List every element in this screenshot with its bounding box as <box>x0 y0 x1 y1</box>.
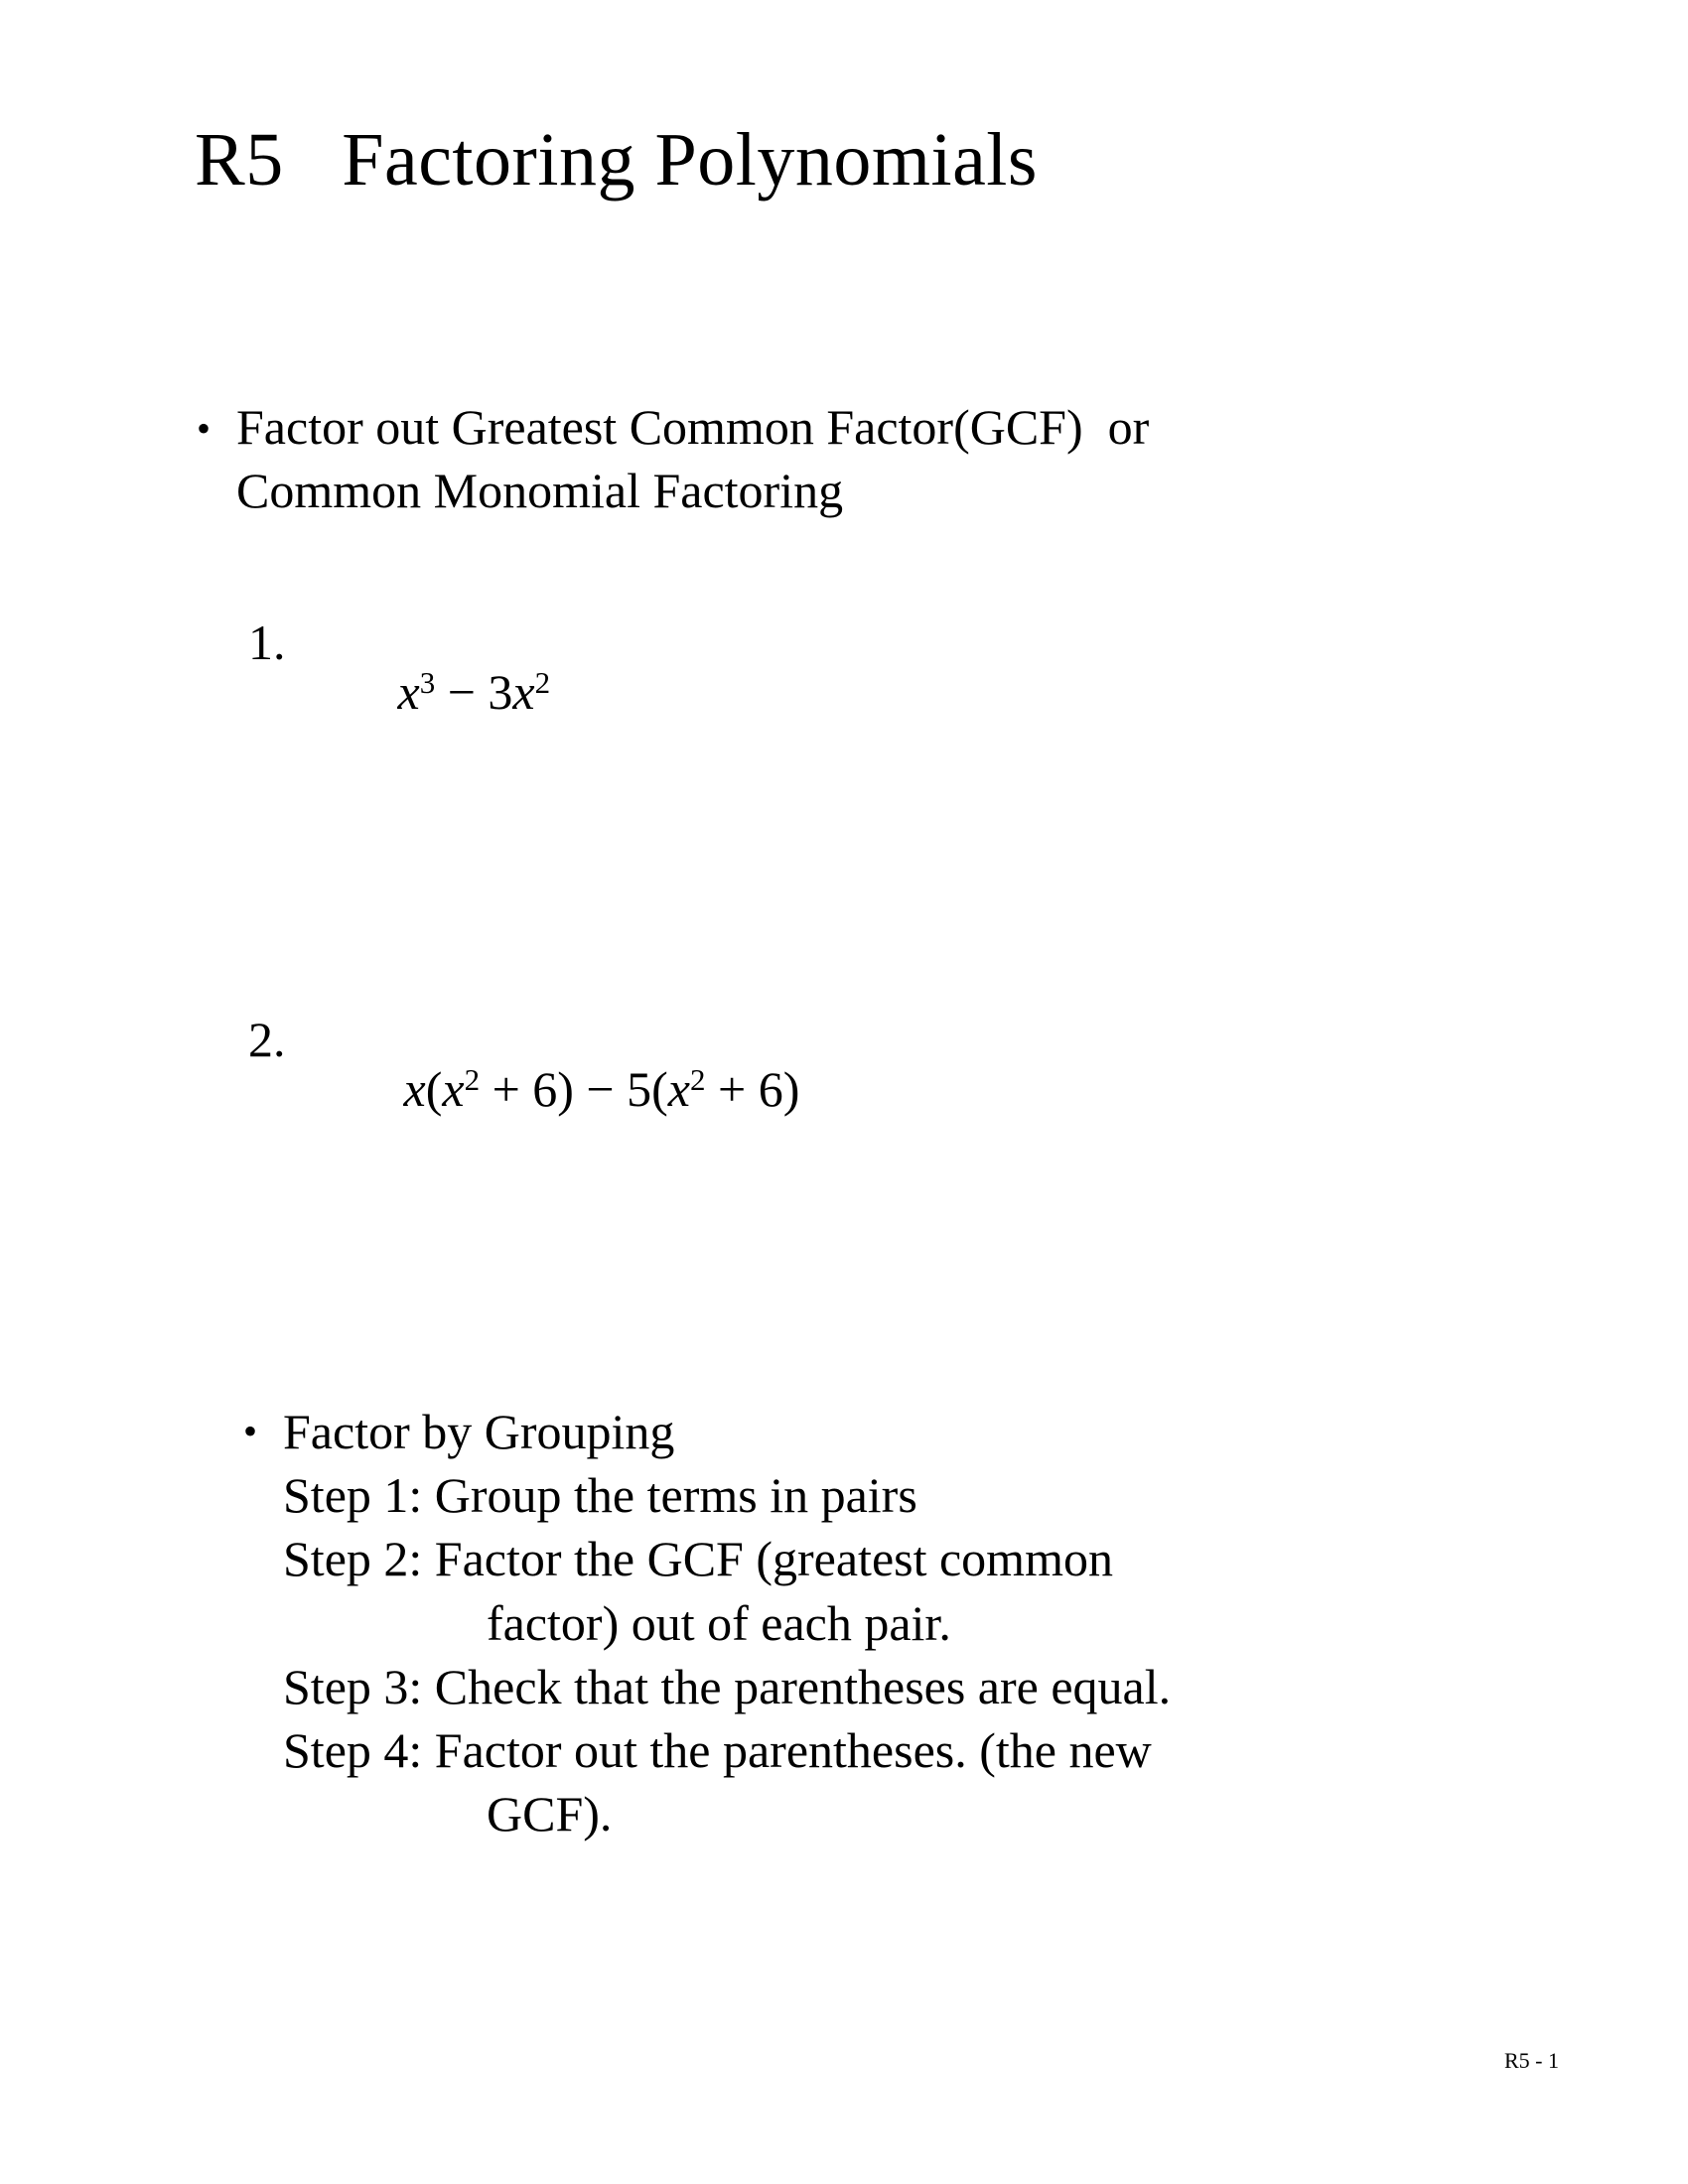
term-exponent-2: 2 <box>534 664 551 700</box>
constant-6-1: 6 <box>532 1061 558 1117</box>
open-paren-2: ( <box>651 1061 668 1117</box>
bullet-text-gcf <box>236 395 1149 522</box>
term-base-x: x <box>397 664 420 720</box>
bullet-point-icon-2: • <box>243 1409 258 1453</box>
bullet-line-1: Factor out Greatest Common Factor(GCF) or <box>236 399 1150 455</box>
step-2-continuation: factor) out of each pair. <box>487 1594 951 1651</box>
problem-1 <box>248 614 551 766</box>
bullet-text-grouping <box>283 1400 1171 1846</box>
bullet-group-grouping <box>243 1400 1534 1846</box>
inner-exponent-2-2: 2 <box>689 1061 706 1097</box>
step-2-line: Step 2: Factor the GCF (greatest common <box>283 1531 1113 1587</box>
problem-1-number: 1. <box>248 614 286 670</box>
step-4-line: Step 4: Factor out the parentheses. (the new <box>283 1722 1152 1778</box>
lead-variable-x: x <box>403 1061 426 1117</box>
step-4-continuation: GCF). <box>487 1786 613 1843</box>
term-base-x-2: x <box>512 664 535 720</box>
problem-2-expression <box>330 1015 800 1163</box>
problem-1-expression <box>324 617 551 766</box>
minus-operator: − <box>435 664 489 720</box>
problem-2 <box>248 1012 800 1163</box>
close-paren-1: ) <box>557 1061 574 1117</box>
minus-operator-2: − <box>573 1061 628 1117</box>
inner-base-x-2: x <box>667 1061 690 1117</box>
footer-page-number: R5 - 1 <box>1504 2048 1559 2073</box>
coefficient-5: 5 <box>627 1061 652 1117</box>
term-exponent-3: 3 <box>419 664 436 700</box>
plus-operator-1: + <box>480 1061 533 1117</box>
page-title: R5 Factoring Polynomials <box>195 118 1038 202</box>
grouping-heading: Factor by Grouping <box>283 1404 675 1459</box>
constant-6-2: 6 <box>758 1061 783 1117</box>
coefficient-3: 3 <box>488 664 513 720</box>
bullet-point-icon: • <box>197 406 211 451</box>
steps-list <box>283 1463 1171 1846</box>
bullet-line-2: Common Monomial Factoring <box>236 463 844 518</box>
bullet-group-gcf <box>197 395 1487 522</box>
problem-2-number: 2. <box>248 1012 286 1067</box>
step-3-line: Step 3: Check that the parentheses are equal. <box>283 1658 1172 1714</box>
step-1-line: Step 1: Group the terms in pairs <box>283 1467 917 1523</box>
inner-exponent-2-1: 2 <box>464 1061 481 1097</box>
plus-operator-2: + <box>705 1061 759 1117</box>
close-paren-2: ) <box>782 1061 800 1117</box>
inner-base-x-1: x <box>442 1061 465 1117</box>
open-paren-1: ( <box>425 1061 443 1117</box>
